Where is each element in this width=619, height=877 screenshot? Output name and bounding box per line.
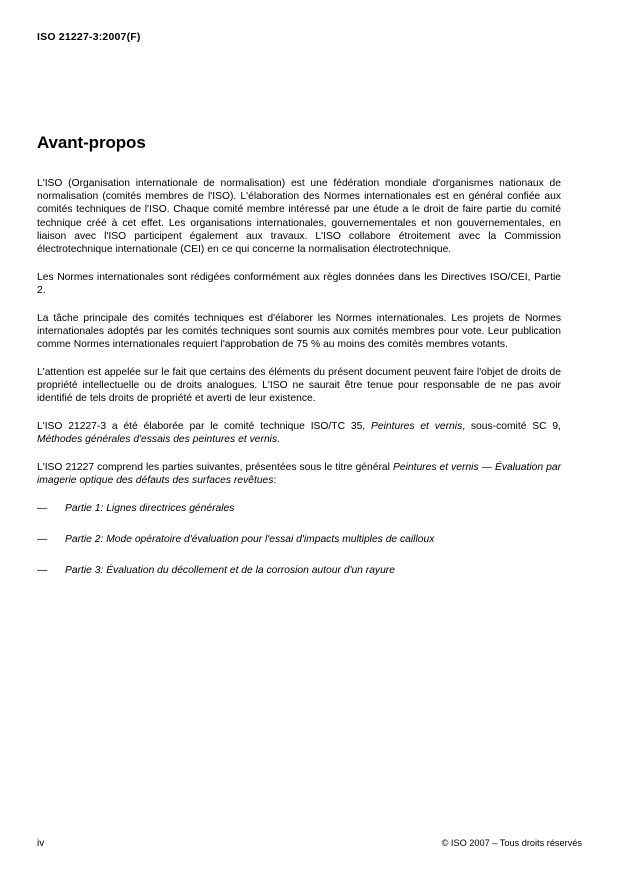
em-dash-icon: — xyxy=(37,565,48,577)
committee-text-mid: , sous-comité SC 9, xyxy=(462,420,561,432)
list-item-label: Partie 1: Lignes directrices générales xyxy=(65,502,235,514)
paragraph-committee xyxy=(37,420,561,446)
paragraph-voting: La tâche principale des comités techniques est d'élaborer les Normes internationales. Les projets de Normes internationales adoptés par les comités techniques sont soumis aux comités membres pour vote. Leur publication comme Normes internationales requiert l'approbation de 75 % au moins des comités membres votants. xyxy=(37,312,561,351)
committee-text-lead: L'ISO 21227-3 a été élaborée par le comité technique ISO/TC 35, xyxy=(37,420,371,432)
list-item-label: Partie 2: Mode opératoire d'évaluation pour l'essai d'impacts multiples de cailloux xyxy=(65,533,435,545)
committee-text-end: . xyxy=(277,434,280,446)
page-number: iv xyxy=(37,838,45,849)
em-dash-icon: — xyxy=(37,533,48,545)
list-item-label: Partie 3: Évaluation du décollement et de la corrosion autour d'un rayure xyxy=(65,565,395,577)
subcommittee-title-methods: Méthodes générales d'essais des peintures et vernis xyxy=(37,434,278,446)
paragraph-parts-intro xyxy=(37,461,561,487)
list-item xyxy=(37,533,561,546)
paragraph-directives: Les Normes internationales sont rédigées conformément aux règles données dans les Directives ISO/CEI, Partie 2. xyxy=(37,271,561,296)
section-title: Avant-propos xyxy=(37,133,146,152)
page-footer xyxy=(37,838,582,849)
paragraph-patent-rights: L'attention est appelée sur le fait que certains des éléments du présent document peuvent faire l'objet de droits de propriété intellectuelle ou de droits analogues. L'ISO ne saurait être tenue pour responsable de ne pas avoir identifié de tels droits de propriété et averti de leur existence. xyxy=(37,366,561,405)
em-dash-icon: — xyxy=(37,502,48,514)
list-item xyxy=(37,502,561,515)
parts-list xyxy=(37,502,561,578)
parts-intro-lead: L'ISO 21227 comprend les parties suivantes, présentées sous le titre général xyxy=(37,461,393,473)
parts-intro-end: : xyxy=(273,474,277,486)
general-title: Peintures et vernis — Évaluation par imagerie optique des défauts des surfaces revêtues xyxy=(37,461,561,486)
copyright-notice: © ISO 2007 – Tous droits réservés xyxy=(441,838,582,848)
page-content xyxy=(37,133,561,595)
paragraph-iso-description: L'ISO (Organisation internationale de normalisation) est une fédération mondiale d'organismes nationaux de normalisation (comités membres de l'ISO). L'élaboration des Normes internationales est en général confiée aux comités techniques de l'ISO. Chaque comité membre intéressé par une étude a le droit de faire partie du comité technique créé à cet effet. Les organisations internationales, gouvernementales et non gouvernementales, en liaison avec l'ISO participent également aux travaux. L'ISO collabore étroitement avec la Commission électrotechnique internationale (CEI) en ce qui concerne la normalisation électrotechnique. xyxy=(37,178,561,256)
list-item xyxy=(37,564,561,577)
running-head: ISO 21227-3:2007(F) xyxy=(37,31,141,43)
committee-title-paints: Peintures et vernis xyxy=(371,420,463,432)
